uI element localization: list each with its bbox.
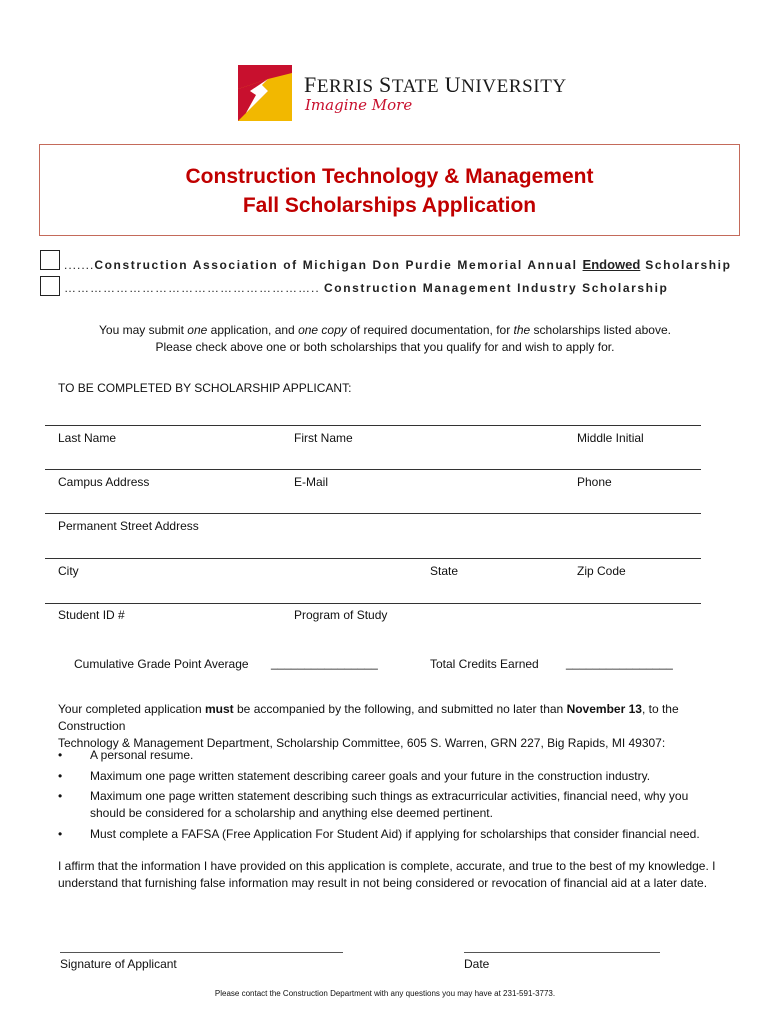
ferris-logo-icon — [238, 65, 292, 121]
title-box — [39, 144, 740, 236]
gpa-blank[interactable]: ________________ — [271, 656, 378, 670]
title-line-2: Fall Scholarships Application — [242, 194, 537, 217]
requirements-intro: Your completed application must be accompanied by the following, and submitted no later than November 13, to the Construction Technology & Management Department, Scholarship Committee, 605 S. Warren, GRN 227, Big Rapids, MI 49307: — [58, 702, 679, 750]
title-line-1: Construction Technology & Management — [185, 165, 594, 188]
field-divider — [45, 513, 701, 514]
email-label: E-Mail — [294, 475, 329, 489]
field-divider — [45, 603, 701, 604]
signature-line[interactable] — [60, 952, 343, 953]
checkbox-endowed-scholarship[interactable] — [40, 250, 60, 270]
program-label: Program of Study — [294, 608, 388, 622]
credits-blank[interactable]: ________________ — [566, 656, 673, 670]
instructions-line-1: You may submit one application, and one copy of required documentation, for the scholarships listed above. — [99, 323, 671, 337]
middle-initial-label: Middle Initial — [577, 431, 644, 445]
instructions-line-2: Please check above one or both scholarships that you qualify for and wish to apply for. — [155, 340, 615, 354]
field-divider — [45, 558, 701, 559]
section-heading: TO BE COMPLETED BY SCHOLARSHIP APPLICANT: — [58, 381, 352, 395]
city-label: City — [58, 564, 79, 578]
zip-label: Zip Code — [577, 564, 626, 578]
first-name-label: First Name — [294, 431, 353, 445]
scholarship-option-2: ………………………………………………….. Construction Management Industry Scholarship — [64, 281, 669, 295]
credits-label: Total Credits Earned — [430, 657, 539, 671]
date-label: Date — [464, 957, 490, 971]
student-id-label: Student ID # — [58, 608, 125, 622]
campus-address-label: Campus Address — [58, 475, 150, 489]
field-divider — [45, 425, 701, 426]
phone-label: Phone — [577, 475, 612, 489]
gpa-label: Cumulative Grade Point Average — [74, 657, 249, 671]
date-line[interactable] — [464, 952, 660, 953]
state-label: State — [430, 564, 459, 578]
permanent-address-label: Permanent Street Address — [58, 519, 199, 533]
last-name-label: Last Name — [58, 431, 117, 445]
signature-label: Signature of Applicant — [60, 957, 177, 971]
footer-contact: Please contact the Construction Department with any questions you may have at 231-591-3773. — [214, 989, 556, 998]
university-name: FERRIS STATE UNIVERSITY — [304, 72, 567, 97]
checkbox-industry-scholarship[interactable] — [40, 276, 60, 296]
affirmation: I affirm that the information I have provided on this application is complete, accurate, and true to the best of my knowledge. I understand that furnishing false information may result in not being considered or revocation of financial aid at a later date. — [58, 859, 716, 890]
scholarship-option-1: .......Construction Association of Michigan Don Purdie Memorial Annual Endowed Scholarship — [64, 257, 732, 272]
field-divider — [45, 469, 701, 470]
university-tagline: Imagine More — [305, 96, 413, 114]
